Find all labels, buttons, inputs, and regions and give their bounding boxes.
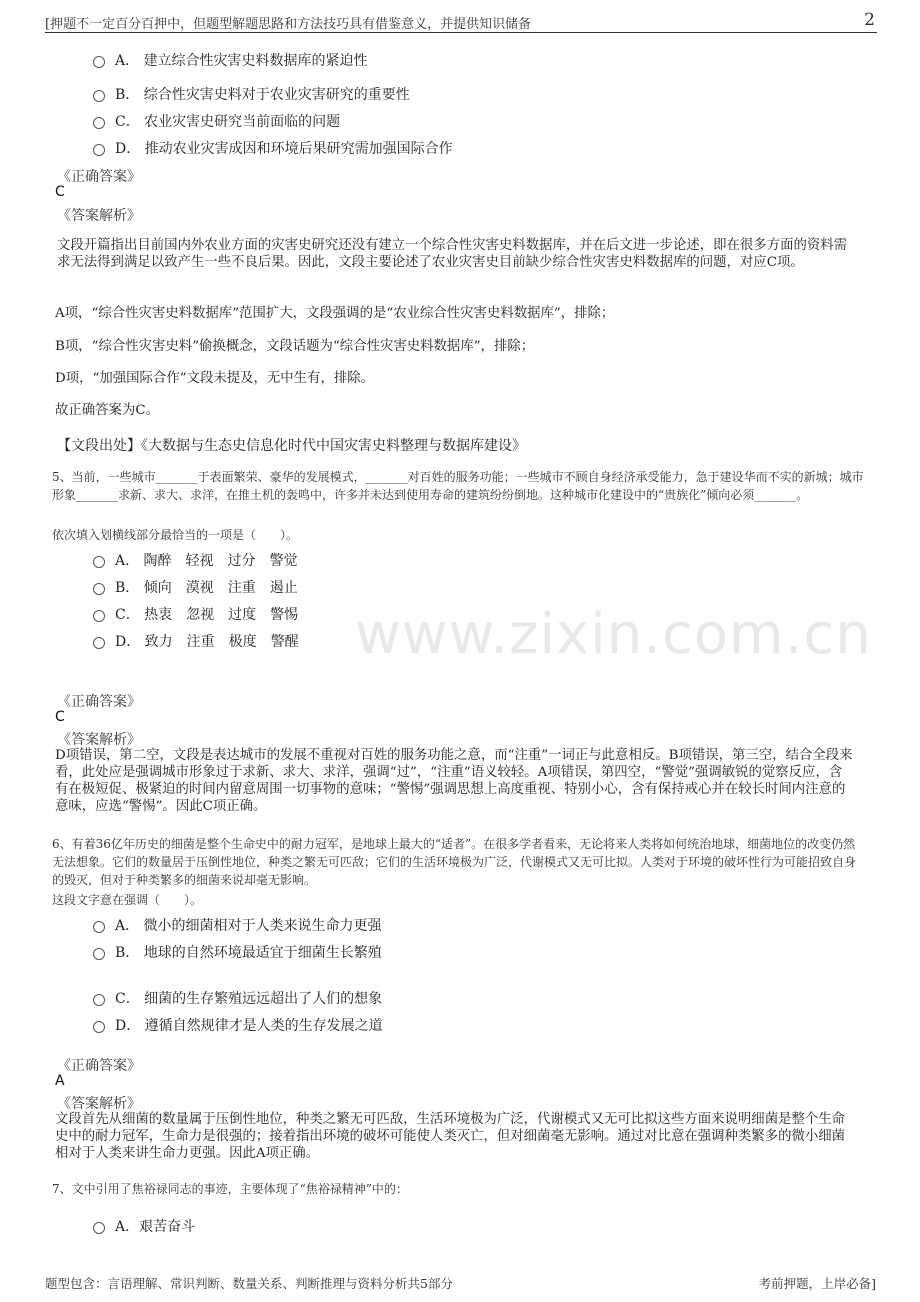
q7-stem: 7、文中引用了焦裕禄同志的事迹，主要体现了“焦裕禄精神”中的： [52,1182,408,1196]
radio-icon [93,948,105,960]
page-number: 2 [864,10,875,30]
q6-prompt: 这段文字意在强调（ ）。 [52,893,203,907]
q6-stem: 6、有着36亿年历史的细菌是整个生命史中的耐力冠军，是地球上最大的“适者”。在很多学者看来，无论将来人类将如何统治地球，细菌地位的改变仍然无法想象。它们的数量居于压倒性地位，种类之繁无可匹敌；它们的生活环境极为广泛，代谢模式又无可比拟。人类对于环境的破坏性行为可能招致自身的毁灭，但对于种类繁多的细菌来说却毫无影响。 [52,837,857,887]
q4-option-d[interactable]: D． 推动农业灾害成因和环境后果研究需加强国际合作 [93,138,453,158]
q4-answer-label: 《正确答案》 [57,169,141,185]
q6-analysis: 文段首先从细菌的数量属于压倒性地位，种类之繁无可匹敌，生活环境极为广泛，代谢模式又无可比拟这些方面来说明细菌是整个生命史中的耐力冠军，生命力是很强的；接着指出环境的破坏可能使人类灭亡，但对细菌毫无影响。通过对比意在强调种类繁多的微小细菌相对于人类来讲生命力更强。因此A项正确。 [55,1112,846,1161]
radio-icon [93,1021,105,1033]
q6-answer: A [55,1073,65,1089]
q4-option-a[interactable]: A． 建立综合性灾害史料数据库的紧迫性 [93,50,368,70]
q4-analysis-label: 《答案解析》 [57,208,141,224]
q4-analysis-paragraph: 文段开篇指出目前国内外农业方面的灾害史研究还没有建立一个综合性灾害史料数据库，并在后文进一步论述，即在很多方面的资料需求无法得到满足以致产生一些不良后果。因此，文段主要论述了农业灾害史目前缺少综合性灾害史料数据库的问题，对应C项。 [57,238,848,270]
q5-answer: C [55,709,65,725]
q4-analysis-a: A项，“综合性灾害史料数据库”范围扩大，文段强调的是“农业综合性灾害史料数据库”，排除； [55,306,615,321]
radio-icon [93,56,105,68]
radio-icon [93,1222,105,1234]
q5-option-d[interactable]: D． 致力 注重 极度 警醒 [93,631,299,651]
q5-option-b[interactable]: B． 倾向 漠视 注重 遏止 [93,577,298,597]
q4-source: 【文段出处】《大数据与生态史信息化时代中国灾害史料整理与数据库建设》 [57,438,526,454]
q6-option-d[interactable]: D． 遵循自然规律才是人类的生存发展之道 [93,1015,383,1035]
radio-icon [93,583,105,595]
q5-option-a[interactable]: A． 陶醉 轻视 过分 警觉 [93,550,298,570]
radio-icon [93,90,105,102]
q5-answer-label: 《正确答案》 [57,694,141,710]
radio-icon [93,921,105,933]
q4-answer: C [55,184,65,200]
q4-analysis-b: B项，“综合性灾害史料”偷换概念，文段话题为“综合性灾害史料数据库”，排除； [55,339,535,354]
radio-icon [93,610,105,622]
header-divider [45,32,877,33]
radio-icon [93,637,105,649]
q6-option-b[interactable]: B． 地球的自然环境最适宜于细菌生长繁殖 [93,942,382,962]
q6-analysis-label: 《答案解析》 [57,1096,141,1112]
q4-analysis-conclusion: 故正确答案为C。 [55,403,159,418]
q6-answer-label: 《正确答案》 [57,1058,141,1074]
q4-option-b[interactable]: B． 综合性灾害史料对于农业灾害研究的重要性 [93,84,410,104]
footer-slogan: 考前押题，上岸必备] [758,1276,876,1291]
radio-icon [93,117,105,129]
q5-option-c[interactable]: C． 热衷 忽视 过度 警惕 [93,604,298,624]
q5-prompt: 依次填入划横线部分最恰当的一项是（ ）。 [52,528,299,542]
q7-option-a[interactable]: A．艰苦奋斗 [93,1216,195,1236]
watermark: www.zixin.com.cn [355,602,872,667]
q6-option-a[interactable]: A． 微小的细菌相对于人类来说生命力更强 [93,915,382,935]
q5-stem: 5、当前，一些城市_______于表面繁荣、豪华的发展模式，_______对百姓的服务功能；一些城市不顾自身经济承受能力，急于建设华而不实的新城；城市形象_______求新、求大、求洋，在推土机的轰鸣中，许多并未达到使用寿命的建筑纷纷倒地。这种城市化建设中的“贵族化”倾向必须_______。 [52,470,864,502]
q4-option-c[interactable]: C． 农业灾害史研究当前面临的问题 [93,111,340,131]
q5-analysis: D项错误，第二空，文段是表达城市的发展不重视对百姓的服务功能之意，而“注重”一词正与此意相反。B项错误，第三空，结合全段来看，此处应是强调城市形象过于求新、求大、求洋，强调“过”，“注重”语义较轻。A项错误，第四空，“警觉”强调敏锐的觉察反应，含有在极短促、极紧迫的时间内留意周围一切事物的意味；“警惕”强调思想上高度重视、特别小心，含有保持戒心并在较长时间内注意的意味，应选“警惕”。因此C项正确。 [55,748,853,814]
q5-analysis-label: 《答案解析》 [57,732,141,748]
radio-icon [93,144,105,156]
radio-icon [93,556,105,568]
q4-analysis-d: D项，“加强国际合作”文段未提及，无中生有，排除。 [55,371,375,386]
radio-icon [93,994,105,1006]
q6-option-c[interactable]: C． 细菌的生存繁殖远远超出了人们的想象 [93,988,382,1008]
footer-summary: 题型包含：言语理解、常识判断、数量关系、判断推理与资料分析共5部分 [45,1276,453,1291]
header-notice: [押题不一定百分百押中，但题型解题思路和方法技巧具有借鉴意义，并提供知识储备 [45,17,532,32]
